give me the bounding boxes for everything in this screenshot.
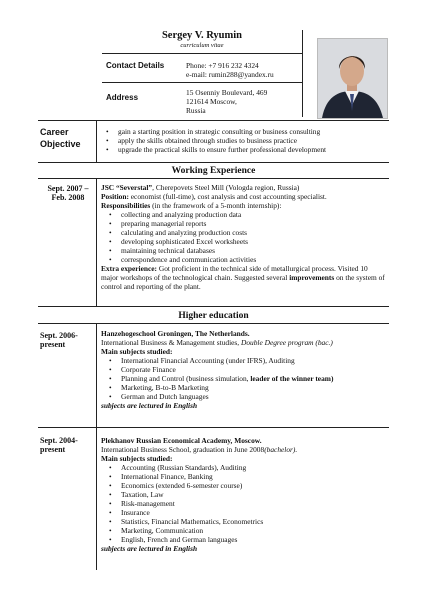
education-dates (40, 331, 78, 349)
subjects-list (101, 356, 386, 401)
list-item (101, 526, 386, 535)
program-text: International Business & Management studies, (101, 338, 241, 347)
column-divider (96, 323, 97, 427)
divider (38, 178, 389, 179)
list-item: • apply the skills obtained through studies to business practice (98, 136, 398, 145)
date-line: Sept. 2006- (40, 331, 78, 340)
subject-text: Corporate Finance (121, 365, 176, 374)
subject-text: Risk-management (121, 499, 175, 508)
list-item (101, 499, 386, 508)
cv-subtitle: curriculum vitae (180, 42, 224, 49)
list-item: • upgrade the practical skills to ensure further professional development (98, 145, 398, 154)
list-item (101, 374, 386, 383)
subject-text: English, French and German languages (121, 535, 238, 544)
responsibilities-list (101, 210, 386, 264)
subject-text: Marketing, Communication (121, 526, 204, 535)
program-type: Double Degree program (bac.) (241, 338, 333, 347)
date-line: Feb. 2008 (51, 193, 85, 202)
lecture-note: subjects are lectured in English (101, 401, 198, 410)
work-details (101, 183, 386, 291)
subject-text: Economics (extended 6-semester course) (121, 481, 243, 490)
education-entry (101, 329, 386, 410)
subject-text: German and Dutch languages (121, 392, 209, 401)
list-item (101, 356, 386, 365)
objective-label (40, 126, 81, 150)
subjects-label: Main subjects studied: (101, 454, 173, 463)
subject-text: Marketing, B-to-B Marketing (121, 383, 209, 392)
list-item: • correspondence and communication activities (101, 255, 386, 264)
divider (38, 162, 389, 163)
divider (102, 53, 302, 54)
list-item (101, 383, 386, 392)
extra-text: Got proficient in the technical side of metallurgical process. Visited 10 major workshops of the technological chain. Suggested several (101, 264, 368, 282)
program-type: (bachelor). (264, 445, 298, 454)
subject-text: Accounting (Russian Standards), Auditing (121, 463, 247, 472)
list-item: • collecting and analyzing production data (101, 210, 386, 219)
date-line: Sept. 2007 – (47, 184, 89, 193)
school-program (101, 338, 386, 347)
subject-highlight: leader of the winner team) (250, 374, 334, 383)
list-item: • preparing managerial reports (101, 219, 386, 228)
address-line: 15 Osenniy Boulevard, 469 (186, 88, 268, 97)
education-dates (40, 436, 78, 454)
subject-text: Planning and Control (business simulation, (121, 374, 251, 383)
extra-label: Extra experience: (101, 264, 158, 273)
contact-phone: Phone: +7 916 232 4324 (186, 61, 259, 70)
header-divider (302, 30, 303, 117)
section-title-education: Higher education (178, 311, 249, 321)
extra-bold: improvements (289, 273, 335, 282)
objective-label-line: Objective (40, 139, 81, 149)
list-item (101, 490, 386, 499)
subjects-list (101, 463, 386, 544)
school-program (101, 445, 386, 454)
address-line: 121614 Moscow, (186, 97, 237, 106)
company-name: JSC “Severstal” (101, 183, 153, 192)
objective-list (98, 127, 398, 154)
subject-text: Taxation, Law (121, 490, 164, 499)
candidate-name: Sergey V. Ryumin (161, 30, 243, 41)
address-lines (186, 88, 267, 115)
date-line: present (40, 340, 66, 349)
list-item: • gain a starting position in strategic consulting or business consulting (98, 127, 398, 136)
address-line: Russia (186, 106, 206, 115)
list-item: • calculating and analyzing production costs (101, 228, 386, 237)
work-company (101, 183, 386, 192)
subject-text: Insurance (121, 508, 150, 517)
column-divider (96, 120, 97, 162)
list-item (101, 481, 386, 490)
list-item (101, 535, 386, 544)
list-item (101, 517, 386, 526)
list-item: • developing sophisticated Excel worksheets (101, 237, 386, 246)
column-divider (96, 178, 97, 306)
extra-end: on the system of control and reporting of the plant. (101, 273, 385, 291)
section-title-work: Working Experience (171, 166, 256, 176)
list-item (101, 365, 386, 374)
work-dates (40, 184, 96, 202)
contact-label: Contact Details (106, 61, 165, 70)
responsibilities-text: (in the framework of a 5-month internship): (150, 201, 282, 210)
subjects-label: Main subjects studied: (101, 347, 173, 356)
program-text: International Business School, graduation in June 2008 (101, 445, 265, 454)
list-item (101, 392, 386, 401)
contact-email[interactable]: e-mail: rumin288@yandex.ru (186, 70, 274, 79)
person-portrait-icon (318, 39, 387, 118)
work-extra (101, 264, 386, 291)
lecture-note: subjects are lectured in English (101, 544, 198, 553)
position-text: economist (full-time), cost analysis and cost accounting specialist. (128, 192, 327, 201)
work-responsibilities (101, 201, 386, 210)
work-position (101, 192, 386, 201)
list-item: • maintaining technical databases (101, 246, 386, 255)
list-item (101, 472, 386, 481)
list-item (101, 508, 386, 517)
date-line: Sept. 2004- (40, 436, 78, 445)
divider (38, 306, 389, 307)
position-label: Position: (101, 192, 129, 201)
divider (102, 82, 302, 83)
profile-photo (317, 38, 388, 119)
subject-text: Statistics, Financial Mathematics, Econometrics (121, 517, 264, 526)
divider (38, 427, 389, 428)
subject-text: International Finance, Banking (121, 472, 213, 481)
subject-text: International Financial Accounting (under IFRS), Auditing (121, 356, 295, 365)
address-label: Address (106, 93, 139, 102)
objective-label-line: Career (40, 127, 69, 137)
column-divider (96, 427, 97, 570)
education-entry (101, 436, 386, 553)
list-item (101, 463, 386, 472)
company-location: , Cherepovets Steel Mill (Vologda region, Russia) (152, 183, 300, 192)
divider (38, 120, 389, 121)
divider (38, 323, 389, 324)
school-name: Hanzehogeschool Groningen, The Netherlands. (101, 329, 250, 338)
school-name: Plekhanov Russian Economical Academy, Moscow. (101, 436, 262, 445)
date-line: present (40, 445, 66, 454)
responsibilities-label: Responsibilities (101, 201, 151, 210)
